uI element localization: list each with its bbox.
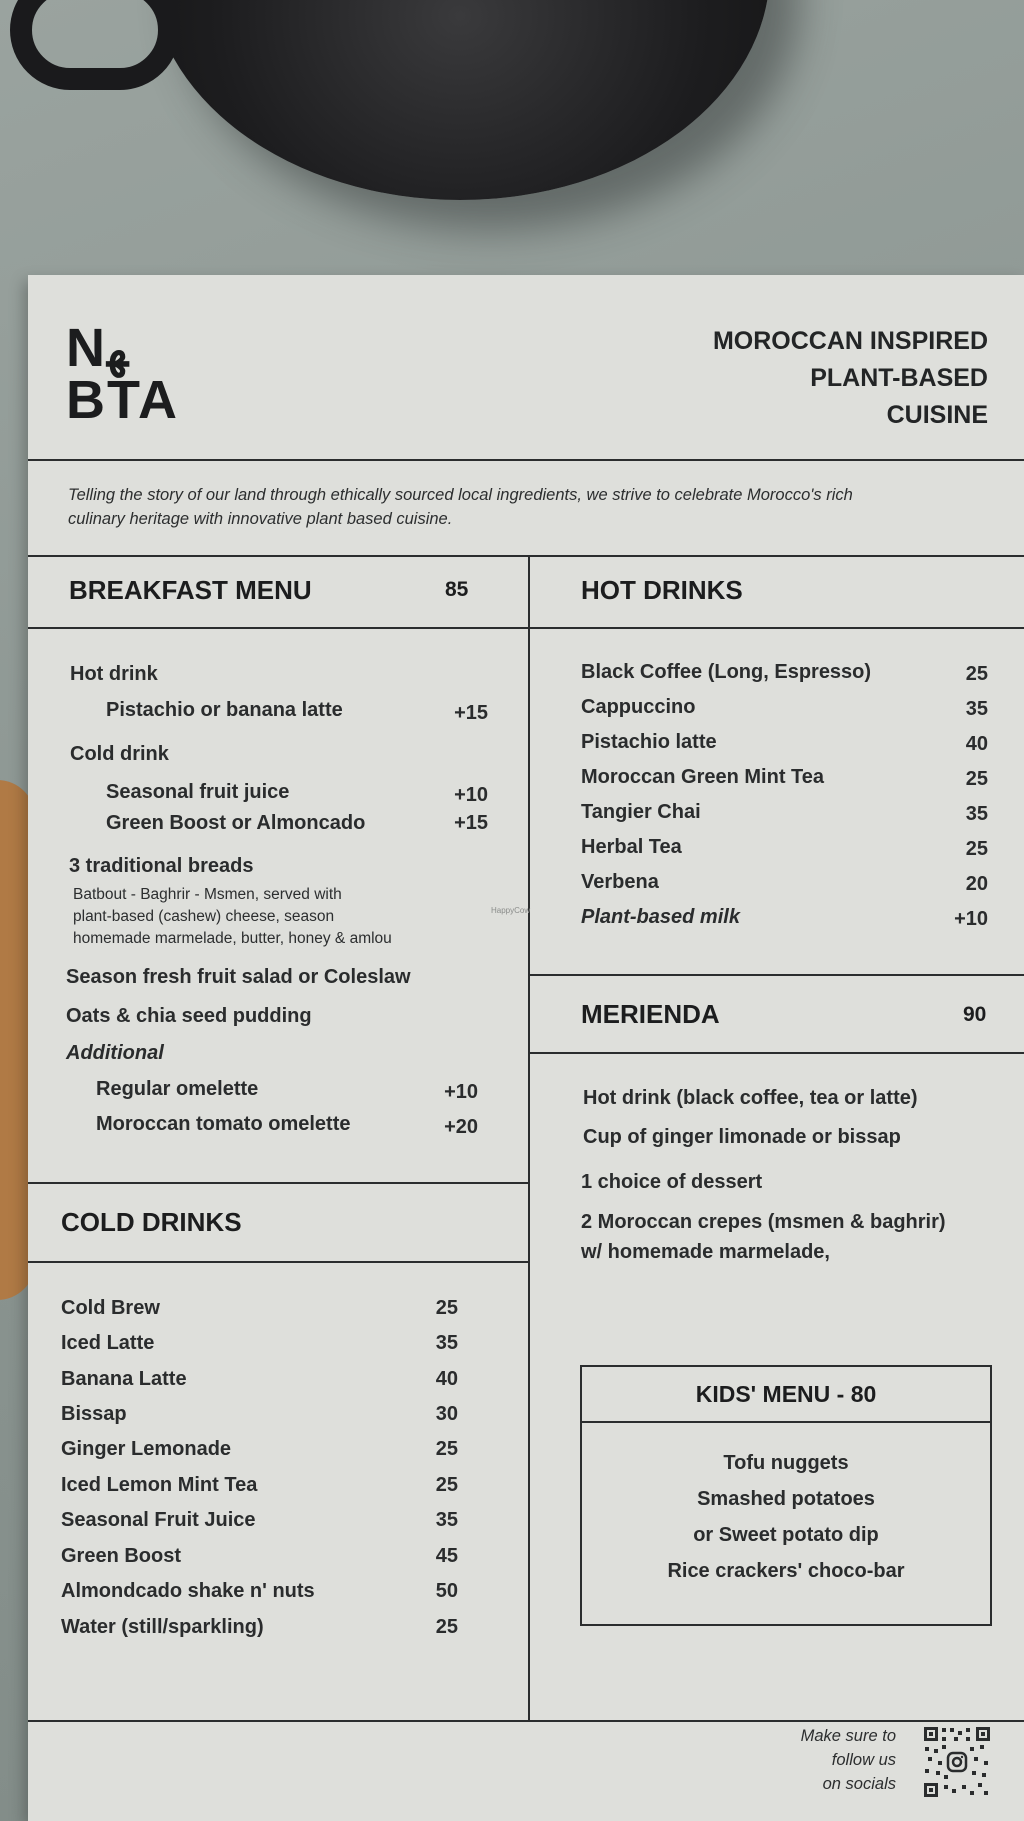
- cold-drink-item: Water (still/sparkling): [61, 1616, 264, 1638]
- merienda-price: 90: [963, 1003, 987, 1026]
- hot-drink-item: Moroccan Green Mint Tea: [581, 766, 825, 788]
- cold-drink-item: Ginger Lemonade: [61, 1438, 232, 1460]
- cold-drink-price: 45: [435, 1545, 458, 1567]
- cold-drink-item: Almondcado shake n' nuts: [61, 1580, 315, 1602]
- divider: [28, 627, 528, 629]
- breakfast-menu-title: BREAKFAST MENU: [69, 575, 312, 605]
- kids-menu-item: or Sweet potato dip: [693, 1524, 879, 1546]
- hot-drink-item: Verbena: [581, 871, 659, 893]
- cold-drink-item: Iced Lemon Mint Tea: [61, 1474, 258, 1496]
- intro-text: Telling the story of our land through ethically sourced local ingredients, we strive to celebrate Morocco's rich culinary heritage with innovative plant based cuisine.: [68, 486, 853, 528]
- additional-item: Regular omelette: [96, 1078, 259, 1100]
- tagline: [713, 323, 988, 434]
- hot-drink-item: Black Coffee (Long, Espresso): [581, 661, 872, 683]
- hot-drinks-title: HOT DRINKS: [581, 575, 743, 605]
- breads-description: [73, 884, 392, 950]
- hot-drink-option: Pistachio or banana latte: [106, 699, 343, 721]
- cold-drink-label: Cold drink: [70, 743, 169, 765]
- hot-drink-price: 25: [965, 768, 988, 790]
- cold-drinks-title: COLD DRINKS: [61, 1207, 242, 1237]
- socials-line: Make sure to: [800, 1727, 896, 1745]
- additional-item-price: +10: [444, 1081, 478, 1103]
- cold-drink-price: 25: [435, 1474, 458, 1496]
- cold-drink-option: Green Boost or Almoncado: [106, 812, 366, 834]
- cold-drink-option-price: +10: [454, 784, 488, 806]
- cold-drink-price: 50: [435, 1580, 458, 1602]
- additional-label: Additional: [66, 1042, 164, 1064]
- cold-drink-price: 30: [435, 1403, 458, 1425]
- kids-menu-item: Rice crackers' choco-bar: [667, 1560, 905, 1582]
- divider: [528, 974, 1024, 976]
- fruit-salad-item: Season fresh fruit salad or Coleslaw: [66, 966, 411, 988]
- cold-drink-price: 35: [435, 1332, 458, 1354]
- hot-drink-price: 40: [965, 733, 988, 755]
- cold-drink-item: Banana Latte: [61, 1368, 187, 1390]
- kids-menu-item: Tofu nuggets: [723, 1452, 849, 1474]
- cold-drink-price: 35: [435, 1509, 458, 1531]
- hot-drink-option-price: +15: [454, 702, 488, 724]
- divider: [28, 1720, 1024, 1722]
- divider: [528, 627, 1024, 629]
- socials-line: on socials: [822, 1775, 896, 1793]
- merienda-item: 1 choice of dessert: [581, 1171, 763, 1193]
- additional-item-price: +20: [444, 1116, 478, 1138]
- kids-menu-list: [582, 1423, 990, 1589]
- hot-drink-item: Cappuccino: [581, 696, 696, 718]
- cold-drink-price: 25: [435, 1297, 458, 1319]
- column-divider: [528, 555, 530, 1722]
- menu-card: [28, 275, 1024, 1821]
- hot-drink-price: 35: [965, 698, 988, 720]
- hot-drink-label: Hot drink: [70, 663, 158, 685]
- instagram-icon: [948, 1753, 966, 1771]
- logo-arabic-glyph: ﻬ: [107, 324, 129, 376]
- logo-letter-n: N: [66, 318, 107, 378]
- cold-drink-price: 25: [435, 1616, 458, 1638]
- breads-desc-line: homemade marmelade, butter, honey & amlou: [73, 930, 392, 947]
- brand-logo: [66, 318, 179, 430]
- merienda-item: Hot drink (black coffee, tea or latte): [583, 1087, 918, 1109]
- hot-drink-item: Plant-based milk: [581, 906, 740, 928]
- cold-drink-item: Iced Latte: [61, 1332, 155, 1354]
- hot-drink-price: 25: [965, 838, 988, 860]
- divider: [28, 555, 1024, 557]
- hot-drink-price: 35: [965, 803, 988, 825]
- tagline-line: MOROCCAN INSPIRED: [712, 327, 988, 355]
- socials-line: follow us: [831, 1751, 896, 1769]
- merienda-title: MERIENDA: [581, 999, 720, 1029]
- additional-item: Moroccan tomato omelette: [96, 1113, 351, 1135]
- breads-label: 3 traditional breads: [69, 855, 254, 877]
- merienda-item: 2 Moroccan crepes (msmen & baghrir): [581, 1211, 946, 1233]
- divider: [28, 459, 1024, 461]
- hot-drink-price: +10: [954, 908, 988, 930]
- cold-drink-price: 40: [435, 1368, 458, 1390]
- breads-desc-line: plant-based (cashew) cheese, season: [73, 908, 335, 925]
- divider: [28, 1182, 528, 1184]
- kids-menu-item: Smashed potatoes: [697, 1488, 875, 1510]
- watermark-text: HappyCow: [491, 906, 531, 915]
- tagline-line: PLANT-BASED: [810, 364, 988, 392]
- merienda-item: Cup of ginger limonade or bissap: [583, 1126, 901, 1148]
- cold-drink-item: Seasonal Fruit Juice: [61, 1509, 256, 1531]
- hot-drink-item: Pistachio latte: [581, 731, 717, 753]
- divider: [28, 1261, 528, 1263]
- divider: [528, 1052, 1024, 1054]
- hot-drink-item: Tangier Chai: [581, 801, 701, 823]
- pudding-item: Oats & chia seed pudding: [66, 1005, 312, 1027]
- qr-code[interactable]: [922, 1725, 992, 1799]
- breads-desc-line: Batbout - Baghrir - Msmen, served with: [73, 886, 342, 903]
- cold-drink-option-price: +15: [454, 812, 488, 834]
- kids-menu-box: [580, 1365, 992, 1626]
- breakfast-menu-price: 85: [445, 578, 469, 601]
- cold-drink-item: Cold Brew: [61, 1297, 160, 1319]
- cold-drink-item: Bissap: [61, 1403, 127, 1425]
- cold-drink-price: 25: [435, 1438, 458, 1460]
- hot-drink-item: Herbal Tea: [581, 836, 682, 858]
- hot-drink-price: 25: [965, 663, 988, 685]
- kids-menu-title: KIDS' MENU - 80: [582, 1367, 990, 1423]
- socials-note: [801, 1724, 896, 1796]
- tagline-line: CUISINE: [886, 401, 988, 429]
- cold-drink-item: Green Boost: [61, 1545, 182, 1567]
- cold-drink-option: Seasonal fruit juice: [106, 781, 290, 803]
- logo-bta: BTA: [66, 370, 179, 430]
- pan-handle: [10, 0, 180, 90]
- hot-drink-price: 20: [965, 873, 988, 895]
- merienda-item: w/ homemade marmelade,: [581, 1241, 830, 1263]
